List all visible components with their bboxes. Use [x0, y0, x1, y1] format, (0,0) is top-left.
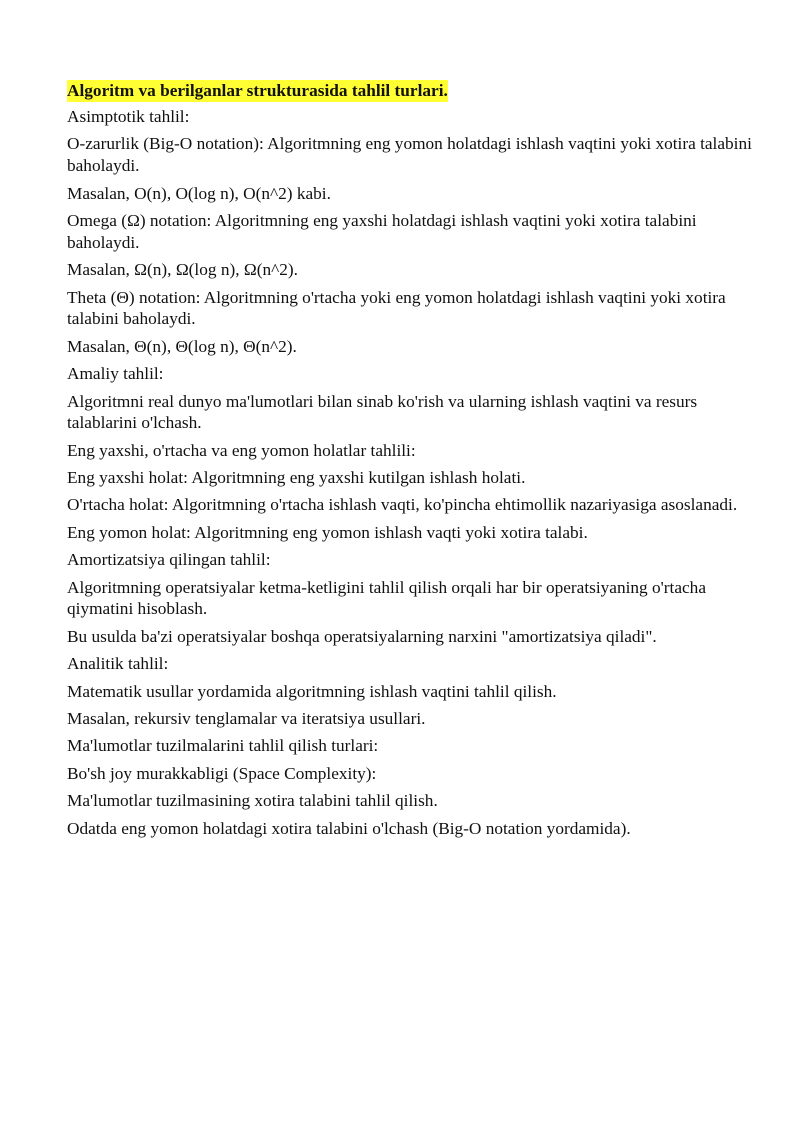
paragraph: O-zarurlik (Big-O notation): Algoritmning eng yomon holatdagi ishlash vaqtini yoki xotira talabini baholaydi. [67, 134, 752, 176]
paragraph: Amaliy tahlil: [67, 364, 164, 384]
paragraph: Masalan, Θ(n), Θ(log n), Θ(n^2). [67, 336, 297, 356]
paragraph: O'rtacha holat: Algoritmning o'rtacha ishlash vaqti, ko'pincha ehtimollik nazariyasiga asoslanadi. [67, 495, 738, 515]
paragraph: Matematik usullar yordamida algoritmning ishlash vaqtini tahlil qilish. [67, 681, 557, 701]
paragraph: Theta (Θ) notation: Algoritmning o'rtacha yoki eng yomon holatdagi ishlash vaqtini yoki xotira talabini baholaydi. [67, 287, 726, 329]
paragraph: Masalan, O(n), O(log n), O(n^2) kabi. [67, 183, 331, 203]
paragraph: Masalan, Ω(n), Ω(log n), Ω(n^2). [67, 260, 298, 280]
paragraph: Bu usulda ba'zi operatsiyalar boshqa operatsiyalarning narxini "amortizatsiya qiladi". [67, 626, 657, 646]
document-title: Algoritm va berilganlar strukturasida tahlil turlari. [67, 81, 448, 100]
paragraph: Eng yaxshi, o'rtacha va eng yomon holatlar tahlili: [67, 440, 416, 460]
paragraph: Odatda eng yomon holatdagi xotira talabini o'lchash (Big-O notation yordamida). [67, 818, 631, 838]
paragraph: Analitik tahlil: [67, 654, 169, 674]
paragraph: Algoritmni real dunyo ma'lumotlari bilan sinab ko'rish va ularning ishlash vaqtini va resurs talablarini o'lchash. [67, 391, 698, 433]
paragraph: Ma'lumotlar tuzilmalarini tahlil qilish turlari: [67, 736, 379, 756]
paragraph: Algoritmning operatsiyalar ketma-ketligini tahlil qilish orqali har bir operatsiyaning o'rtacha qiymatini hisoblash. [67, 577, 706, 619]
document-page [67, 80, 767, 845]
paragraph: Masalan, rekursiv tenglamalar va iteratsiya usullari. [67, 709, 426, 729]
paragraph: Bo'sh joy murakkabligi (Space Complexity): [67, 763, 377, 783]
paragraph: Ma'lumotlar tuzilmasining xotira talabini tahlil qilish. [67, 791, 438, 811]
paragraph: Eng yaxshi holat: Algoritmning eng yaxshi kutilgan ishlash holati. [67, 468, 526, 488]
paragraph: Omega (Ω) notation: Algoritmning eng yaxshi holatdagi ishlash vaqtini yoki xotira talabini baholaydi. [67, 210, 697, 252]
paragraph: Eng yomon holat: Algoritmning eng yomon ishlash vaqti yoki xotira talabi. [67, 522, 588, 542]
paragraph: Amortizatsiya qilingan tahlil: [67, 550, 271, 570]
paragraph: Asimptotik tahlil: [67, 107, 190, 126]
